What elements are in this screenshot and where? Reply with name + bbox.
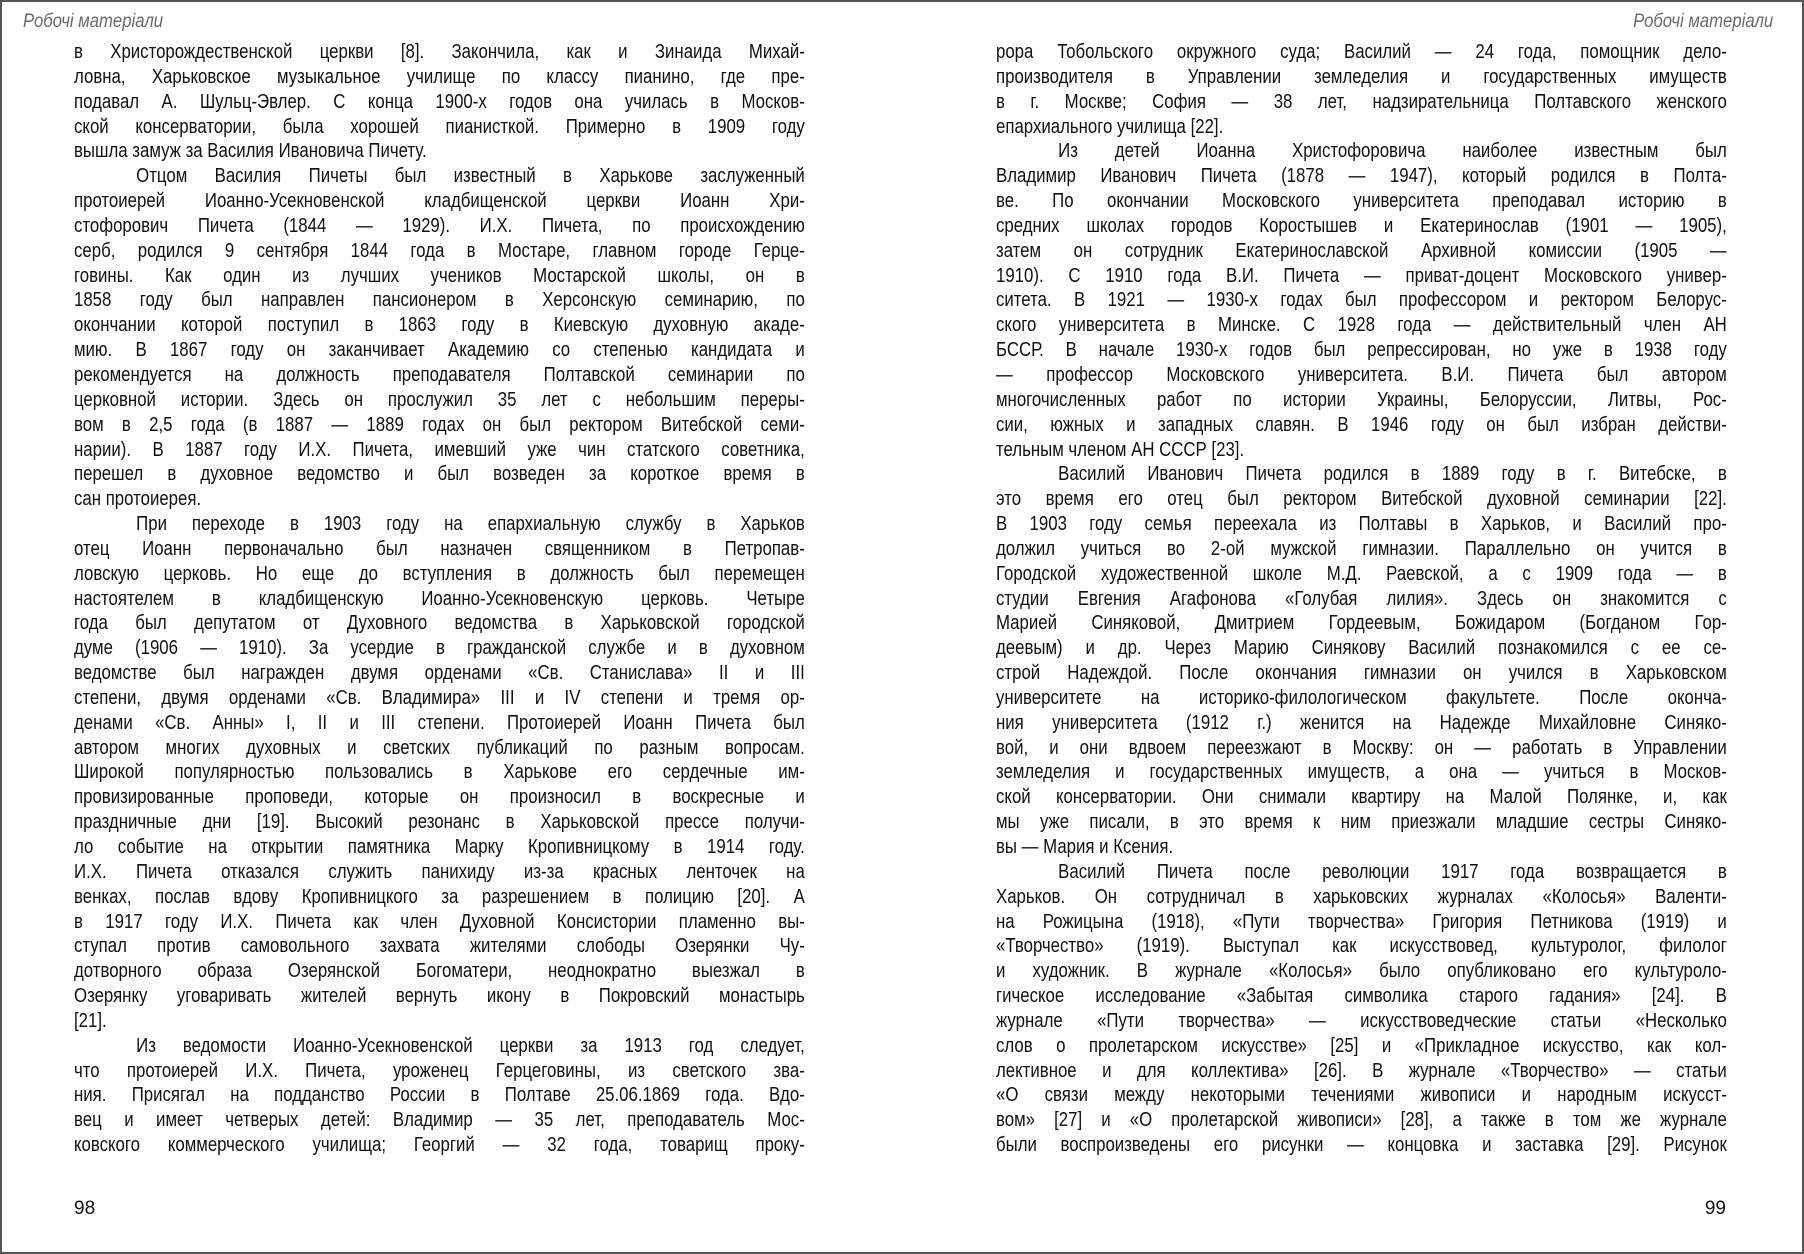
text-line: лективное и для коллектива» [26]. В журнале «Творчество» — статьи: [996, 1059, 1727, 1082]
text-line: подавал А. Шульц-Эвлер. С конца 1900-х годов она училась в Москов-: [74, 90, 805, 113]
text-line: Широкой популярностью пользовались в Харькове его сердечные им-: [74, 761, 805, 784]
text-line: строй Надеждой. После окончания гимназии он учился в Харьковском: [996, 662, 1727, 685]
text-line: университете на историко-филологическом факультете. После оконча-: [996, 686, 1727, 709]
text-line: ситета. В 1921 — 1930-х годах был профессором и ректором Белорус-: [996, 289, 1727, 312]
text-line: студии Евгения Агафонова «Голубая лилия». Здесь он знакомится с: [996, 587, 1727, 610]
text-line: епархиального училища [22].: [996, 115, 1224, 138]
text-line: вышла замуж за Василия Ивановича Пичету.: [74, 140, 427, 163]
running-head: Робочі матеріали: [23, 11, 164, 32]
text-line: ловскую церковь. Но еще до вступления в должность был перемещен: [74, 562, 805, 585]
text-line: И.Х. Пичета отказался служить панихиду из-за красных ленточек на: [74, 860, 805, 883]
text-line: окончании которой поступил в 1863 году в Киевскую духовную акаде-: [74, 314, 805, 337]
text-line: Озерянку уговаривать жителей вернуть икону в Покровский монастырь: [74, 985, 805, 1008]
text-line: думе (1906 — 1910). За усердие в гражданской службе и в духовном: [74, 637, 805, 660]
text-line: вом в 2,5 года (в 1887 — 1889 годах он был ректором Витебской семи-: [74, 413, 805, 436]
text-line: в г. Москве; София — 38 лет, надзирательница Полтавского женского: [996, 90, 1727, 113]
text-line: 1910). С 1910 года В.И. Пичета — приват-доцент Московского универ-: [996, 264, 1727, 287]
text-line: автором многих духовных и светских публикаций по разным вопросам.: [74, 736, 805, 759]
text-line: степени, двумя орденами «Св. Владимира» III и IV степени и тремя ор-: [74, 686, 805, 709]
text-line: сан протоиерея.: [74, 488, 202, 511]
text-line: сии, южных и западных славян. В 1946 году он был избран действи-: [996, 413, 1727, 436]
text-line: В 1903 году семья переехала из Полтавы в Харьков, и Василий про-: [996, 513, 1727, 536]
text-line: [21].: [74, 1009, 107, 1032]
text-line: Василий Пичета после революции 1917 года возвращается в: [1058, 860, 1727, 883]
text-line: земледелия и государственных имуществ, а она — учиться в Москов-: [996, 761, 1727, 784]
text-line: 1858 году был направлен пансионером в Херсонскую семинарию, по: [74, 289, 805, 312]
text-line: отец Иоанн первоначально был назначен священником в Петропав-: [74, 537, 805, 560]
text-line: ской консерватории, была хорошей пианисткой. Примерно в 1909 году: [74, 115, 805, 138]
paragraph: [74, 164, 805, 512]
page-right: [902, 0, 1804, 1254]
text-line: настоятелем в кладбищенскую Иоанно-Усекновенскую церковь. Четыре: [74, 587, 805, 610]
text-line: дотворного образа Озерянской Богоматери, неоднократно выезжал в: [74, 960, 805, 983]
text-line: Городской художественной школе М.Д. Раевской, а с 1909 года — в: [996, 562, 1727, 585]
text-line: ской консерватории. Они снимали квартиру на Малой Полянке, и, как: [996, 786, 1727, 809]
text-line: журнале «Пути творчества» — искусствоведческие статьи «Несколько: [996, 1009, 1727, 1032]
text-line: вы — Мария и Ксения.: [996, 836, 1174, 858]
text-line: многочисленных работ по истории Украины, Белоруссии, Литвы, Рос-: [996, 388, 1727, 411]
text-line: Владимир Иванович Пичета (1878 — 1947), который родился в Полта-: [996, 165, 1727, 188]
text-line: церковной истории. Здесь он прослужил 35 лет с небольшим переры-: [74, 388, 805, 411]
text-line: ловна, Харьковское музыкальное училище по классу пианино, где пре-: [74, 65, 805, 88]
text-line: ве. По окончании Московского университета преподавал историю в: [996, 190, 1727, 213]
paragraph: [74, 1034, 805, 1158]
text-line: года был депутатом от Духовного ведомства в Харьковской городской: [74, 612, 805, 635]
page-number: 99: [1704, 1198, 1726, 1219]
text-line: Марией Синяковой, Дмитрием Гордеевым, Божидаром (Богданом Гор-: [996, 612, 1727, 635]
text-line: «Творчество» (1919). Выступал как искусствовед, культуролог, филолог: [996, 935, 1727, 958]
text-line: Харьков. Он сотрудничал в харьковских журналах «Колосья» Валенти-: [996, 885, 1727, 908]
paragraph: [996, 139, 1727, 462]
running-head: Робочі матеріали: [1632, 11, 1773, 32]
text-line: деевым) и др. Через Марию Синякову Василий познакомился с ее се-: [996, 637, 1727, 660]
text-line: должил учиться во 2-ой мужской гимназии. Параллельно он учится в: [996, 537, 1727, 560]
page-number: 98: [74, 1198, 96, 1219]
text-line: ния университета (1912 г.) женится на Надежде Михайловне Синяко-: [996, 711, 1727, 734]
text-line: слов о пролетарском искусстве» [25] и «Прикладное искусство, как кол-: [996, 1034, 1727, 1057]
text-line: в 1917 году И.Х. Пичета как член Духовной Консистории пламенно вы-: [74, 910, 805, 933]
text-line: ступал против самовольного захвата жителями слободы Озерянки Чу-: [74, 935, 805, 958]
text-line: рора Тобольского окружного суда; Василий — 24 года, помощник дело-: [996, 41, 1727, 63]
text-line: это время его отец был ректором Витебской духовной семинарии [22].: [996, 488, 1727, 511]
paragraph: [74, 40, 805, 164]
text-line: «О связи между некоторыми течениями живописи и народным искусст-: [996, 1084, 1727, 1107]
text-line: средних школах городов Коростышев и Екатеринослав (1901 — 1905),: [996, 214, 1727, 237]
paragraph: [996, 462, 1727, 860]
text-line: ло событие на открытии памятника Марку Кропивницкому в 1914 году.: [74, 836, 805, 858]
text-line: мы уже писали, в это время к ним приезжали младшие сестры Синяко-: [996, 811, 1727, 834]
text-line: были воспроизведены его рисунки — концовка и заставка [29]. Рисунок: [996, 1134, 1727, 1157]
text-line: стофорович Пичета (1844 — 1929). И.Х. Пичета, по происхождению: [74, 214, 805, 237]
text-line: тельным членом АН СССР [23].: [996, 438, 1245, 461]
text-line: — профессор Московского университета. В.И. Пичета был автором: [996, 363, 1727, 386]
text-line: Из детей Иоанна Христофоровича наиболее известным был: [1058, 140, 1727, 163]
text-line: вой, и они вдвоем переезжают в Москву: он — работать в Управлении: [996, 736, 1727, 759]
paragraph: [996, 40, 1727, 139]
text-line: венках, послав вдову Кропивницкого за разрешением в полицию [20]. А: [74, 885, 805, 908]
text-line: в Христорождественской церкви [8]. Закончила, как и Зинаида Михай-: [74, 41, 805, 63]
text-line: рекомендуется на должность преподавателя Полтавской семинарии по: [74, 363, 805, 386]
text-line: затем он сотрудник Екатеринославской Архивной комиссии (1905 —: [996, 239, 1727, 262]
text-line: ковского коммерческого училища; Георгий — 32 года, товарищ проку-: [74, 1134, 805, 1157]
text-line: вом» [27] и «О пролетарской живописи» [28], а также в том же журнале: [996, 1109, 1727, 1132]
text-line: гическое исследование «Забытая символика старого гадания» [24]. В: [996, 985, 1727, 1008]
text-column: [74, 40, 805, 1158]
text-line: Отцом Василия Пичеты был известный в Харькове заслуженный: [136, 165, 805, 188]
text-line: производителя в Управлении земледелия и государственных имуществ: [996, 65, 1727, 88]
text-line: и художник. В журнале «Колосья» было опубликовано его культуроло-: [996, 960, 1727, 983]
text-line: БССР. В начале 1930-х годов был репрессирован, но уже в 1938 году: [996, 339, 1727, 362]
text-line: нарии). В 1887 году И.Х. Пичета, имевший уже чин статского советника,: [74, 438, 805, 461]
text-column: [996, 40, 1727, 1158]
text-line: ния. Присягал на подданство России в Полтаве 25.06.1869 года. Вдо-: [74, 1084, 805, 1107]
text-line: праздничные дни [19]. Высокий резонанс в Харьковской прессе получи-: [74, 811, 805, 834]
text-line: Василий Иванович Пичета родился в 1889 году в г. Витебске, в: [1058, 463, 1727, 486]
text-line: мию. В 1867 году он заканчивает Академию со степенью кандидата и: [74, 339, 805, 362]
text-line: При переходе в 1903 году на епархиальную службу в Харьков: [136, 513, 805, 536]
text-line: на Рожицына (1918), «Пути творчества» Григория Петникова (1919) и: [996, 910, 1727, 933]
text-line: денами «Св. Анны» I, II и III степени. Протоиерей Иоанн Пичета был: [74, 711, 805, 734]
text-line: серб, родился 9 сентября 1844 года в Мостаре, главном городе Герце-: [74, 239, 805, 262]
text-line: говины. Как один из лучших учеников Мостарской школы, он в: [74, 264, 805, 287]
text-line: вец и имеет четверых детей: Владимир — 35 лет, преподаватель Мос-: [74, 1109, 805, 1132]
paragraph: [996, 860, 1727, 1158]
text-line: что протоиерей И.Х. Пичета, уроженец Герцеговины, из светского зва-: [74, 1059, 805, 1082]
text-line: провизированные проповеди, которые он произносил в воскресные и: [74, 786, 805, 809]
text-line: протоиерей Иоанно-Усекновенской кладбищенской церкви Иоанн Хри-: [74, 190, 805, 213]
paragraph: [74, 512, 805, 1034]
text-line: перешел в духовное ведомство и был возведен за короткое время в: [74, 463, 805, 486]
text-line: Из ведомости Иоанно-Усекновенской церкви за 1913 год следует,: [136, 1034, 805, 1057]
text-line: ского университета в Минске. С 1928 года — действительный член АН: [996, 314, 1727, 337]
text-line: ведомстве был награжден двумя орденами «Св. Станислава» II и III: [74, 662, 805, 685]
